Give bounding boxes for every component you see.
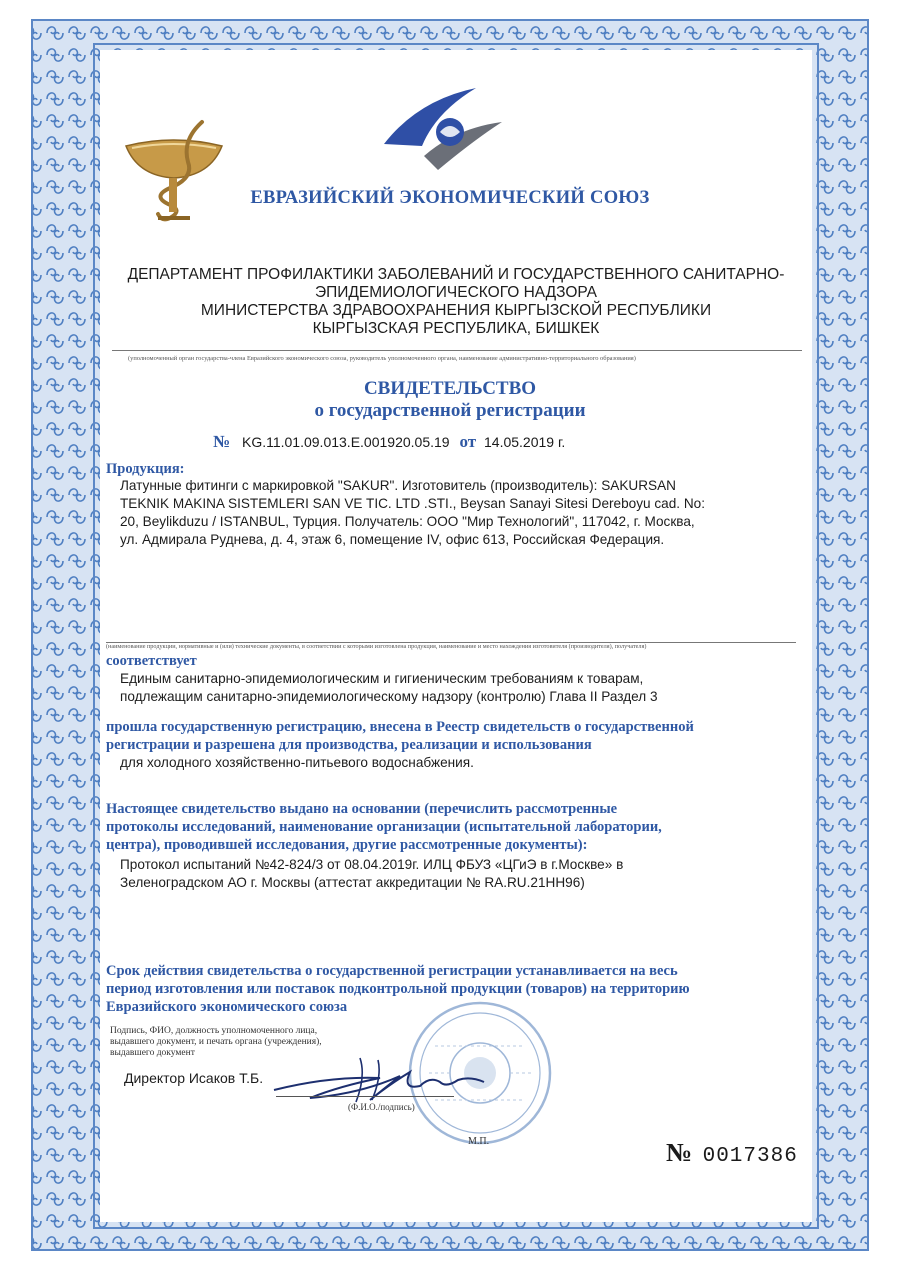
product-heading: Продукция: <box>106 461 185 477</box>
conformity-heading: соответствует <box>106 653 197 669</box>
number-symbol: № <box>213 432 231 451</box>
basis-heading-line: протоколы исследований, наименование организации (испытательной лаборатории, <box>106 819 662 835</box>
certificate-title-line: СВИДЕТЕЛЬСТВО <box>363 378 537 399</box>
basis-heading <box>106 800 806 854</box>
authority-underline <box>112 350 802 351</box>
department-line: ЭПИДЕМИОЛОГИЧЕСКОГО НАДЗОРА <box>314 284 598 301</box>
product-line: TEKNIK MAKINA SISTEMLERI SAN VE TIC. LTD .STI., Beysan Sanayi Sitesi Dereboyu cad. No: <box>120 496 705 511</box>
bowl-of-hygieia-icon <box>118 118 228 228</box>
registration-date: 14.05.2019 г. <box>484 434 566 450</box>
registration-number-line <box>213 432 565 452</box>
basis-heading-line: центра), проводившей исследования, другие рассмотренные документы): <box>106 837 588 853</box>
validity-line: Евразийского экономического союза <box>106 999 348 1015</box>
validity-line: период изготовления или поставок подконтрольной продукции (товаров) на территорию <box>106 981 690 997</box>
registration-usage: для холодного хозяйственно-питьевого водоснабжения. <box>120 755 474 770</box>
department-line: КЫРГЫЗСКАЯ РЕСПУБЛИКА, БИШКЕК <box>312 320 600 337</box>
form-number <box>666 1138 798 1168</box>
form-number-symbol: № <box>666 1138 693 1167</box>
product-description <box>120 477 800 549</box>
signature-caption-line: Подпись, ФИО, должность уполномоченного лица, <box>110 1026 318 1036</box>
validity-line: Срок действия свидетельства о государственной регистрации устанавливается на весь <box>106 963 678 979</box>
seal-caption: М.П. <box>468 1136 490 1147</box>
sign-caption: (Ф.И.О./подпись) <box>348 1102 415 1112</box>
product-line: ул. Адмирала Руднева, д. 4, этаж 6, помещение IV, офис 613, Российская Федерация. <box>120 532 665 547</box>
authority-caption: (уполномоченный орган государства-члена Евразийского экономического союза, руководитель уполномоченного органа, наименование административно-территориального образования) <box>128 355 636 362</box>
basis-line: Зеленоградском АО г. Москвы (аттестат аккредитации № RA.RU.21HH96) <box>120 875 585 890</box>
conformity-text <box>120 670 800 706</box>
signature-caption-line: выдавшего документ, и печать органа (учреждения), <box>110 1037 322 1047</box>
registration-heading <box>106 718 806 754</box>
product-caption: (наименование продукции, нормативные и (или) технические документы, в соответствии с которыми изготовлена продукция, наименование и место нахождения изготовителя (производителя), получателя) <box>106 643 647 650</box>
union-title: ЕВРАЗИЙСКИЙ ЭКОНОМИЧЕСКИЙ СОЮЗ <box>250 188 650 208</box>
form-number-value: 0017386 <box>702 1145 798 1168</box>
eaeu-emblem-icon <box>378 82 508 177</box>
basis-documents <box>120 856 800 892</box>
department-block <box>100 266 812 338</box>
certificate-subtitle: о государственной регистрации <box>314 400 586 421</box>
certificate-title <box>100 378 800 422</box>
product-line: Латунные фитинги с маркировкой "SAKUR". Изготовитель (производитель): SAKURSAN <box>120 478 677 493</box>
signature-underline <box>276 1096 454 1097</box>
basis-line: Протокол испытаний №42-824/3 от 08.04.2019г. ИЛЦ ФБУЗ «ЦГиЭ в г.Москве» в <box>120 857 624 872</box>
handwritten-signature <box>270 1046 500 1108</box>
signer-name: Директор Исаков Т.Б. <box>124 1070 264 1086</box>
conformity-line: Единым санитарно-эпидемиологическим и гигиеническим требованиям к товарам, <box>120 671 644 686</box>
basis-heading-line: Настоящее свидетельство выдано на основании (перечислить рассмотренные <box>106 801 618 817</box>
department-line: МИНИСТЕРСТВА ЗДРАВООХРАНЕНИЯ КЫРГЫЗСКОЙ РЕСПУБЛИКИ <box>200 302 712 319</box>
signature-caption-line: выдавшего документ <box>110 1048 195 1058</box>
registration-number: KG.11.01.09.013.E.001920.05.19 <box>241 434 450 450</box>
registration-heading-line: регистрации и разрешена для производства, реализации и использования <box>106 737 592 753</box>
registration-heading-line: прошла государственную регистрацию, внесена в Реестр свидетельств о государственной <box>106 719 694 735</box>
date-prefix: от <box>459 432 477 451</box>
conformity-line: подлежащим санитарно-эпидемиологическому надзору (контролю) Глава II Раздел 3 <box>120 689 658 704</box>
department-line: ДЕПАРТАМЕНТ ПРОФИЛАКТИКИ ЗАБОЛЕВАНИЙ И ГОСУДАРСТВЕННОГО САНИТАРНО- <box>127 266 785 283</box>
product-line: 20, Beylikduzu / ISTANBUL, Турция. Получатель: ООО "Мир Технологий", 117042, г. Москва, <box>120 514 695 529</box>
